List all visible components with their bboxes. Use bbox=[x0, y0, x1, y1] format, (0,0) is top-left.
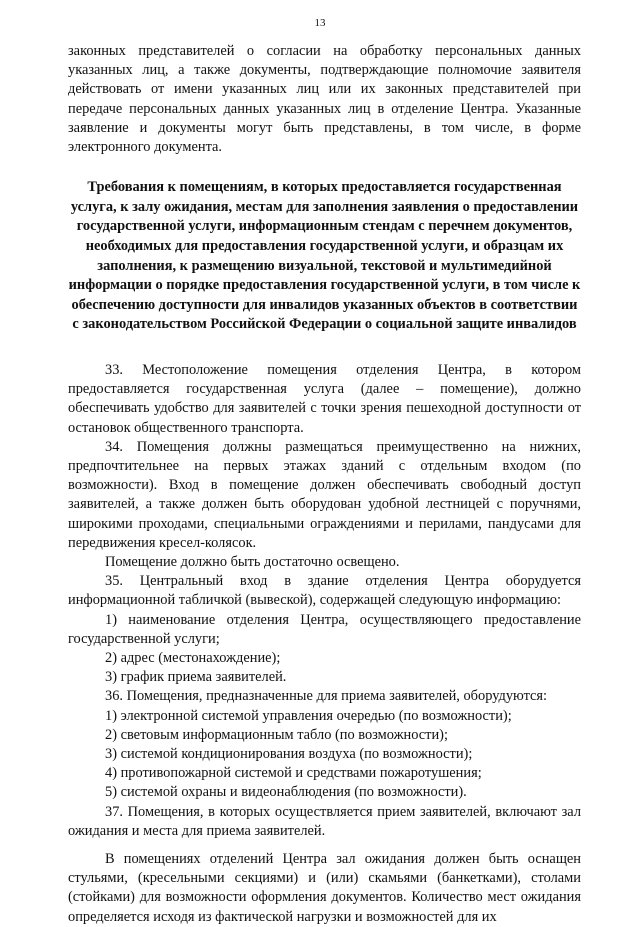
list-item-35-2: 2) адрес (местонахождение); bbox=[105, 650, 281, 667]
list-item-36-4: 4) противопожарной системой и средствами пожаротушения; bbox=[105, 765, 482, 782]
paragraph-waiting-room: В помещениях отделений Центра зал ожидания должен быть оснащен стульями, (кресельными секциями) и (или) скамьями (банкетками), столами (стойками) для возможности оформления документов. Количество мест ожидания определяется исходя из фактической нагрузки и возможностей для их bbox=[68, 851, 581, 925]
paragraph-34: 34. Помещения должны размещаться преимущественно на нижних, предпочтительнее на первых этажах зданий с отдельным входом (по возможности). Вход в помещение должен обеспечивать свободный доступ заявителей, а также должен быть оборудован удобной лестницей с поручнями, широкими проходами, специальными ограждениями и перилами, пандусами для передвижения кресел-колясок. bbox=[68, 438, 581, 551]
list-item-36-3: 3) системой кондиционирования воздуха (по возможности); bbox=[105, 746, 473, 763]
section-heading: Требования к помещениям, в которых предоставляется государственная услуга, к залу ожидания, местам для заполнения заявления о предоставлении государственной услуги, информационным стендам с перечнем документов, необходимых для предоставления государственной услуги, и образцам их заполнения, к размещению визуальной, текстовой и мультимедийной информации о порядке предоставления государственной услуги, в том числе к обеспечению доступности для инвалидов указанных объектов в соответствии с законодательством Российской Федерации о социальной защите инвалидов bbox=[68, 179, 581, 333]
page-number: 13 bbox=[314, 17, 326, 29]
list-item-36-5: 5) системой охраны и видеонаблюдения (по возможности). bbox=[105, 784, 467, 801]
paragraph-35: 35. Центральный вход в здание отделения Центра оборудуется информационной табличкой (вывеской), содержащей следующую информацию: bbox=[68, 573, 581, 609]
intro-paragraph: законных представителей о согласии на обработку персональных данных указанных лиц, а также документы, подтверждающие полномочие заявителя действовать от имени указанных лиц или их законных представителей при передаче персональных данных указанных лиц в отделение Центра. Указанные заявление и документы могут быть представлены, в том числе, в форме электронного документа. bbox=[68, 43, 581, 156]
list-item-35-1: 1) наименование отделения Центра, осуществляющего предоставление государственной услуги; bbox=[68, 611, 581, 647]
paragraph-33: 33. Местоположение помещения отделения Центра, в котором предоставляется государственная услуга (далее – помещение), должно обеспечивать удобство для заявителей с точки зрения пешеходной доступности от остановок общественного транспорта. bbox=[68, 361, 581, 436]
list-item-36-1: 1) электронной системой управления очередью (по возможности); bbox=[105, 707, 512, 724]
list-item-35-3: 3) график приема заявителей. bbox=[105, 669, 287, 686]
paragraph-37: 37. Помещения, в которых осуществляется прием заявителей, включают зал ожидания и места для приема заявителей. bbox=[68, 803, 581, 839]
document-body bbox=[68, 42, 581, 927]
paragraph-36: 36. Помещения, предназначенные для приема заявителей, оборудуются: bbox=[105, 688, 548, 705]
list-item-36-2: 2) световым информационным табло (по возможности); bbox=[105, 726, 448, 743]
paragraph-lighting: Помещение должно быть достаточно освещено. bbox=[105, 554, 400, 570]
